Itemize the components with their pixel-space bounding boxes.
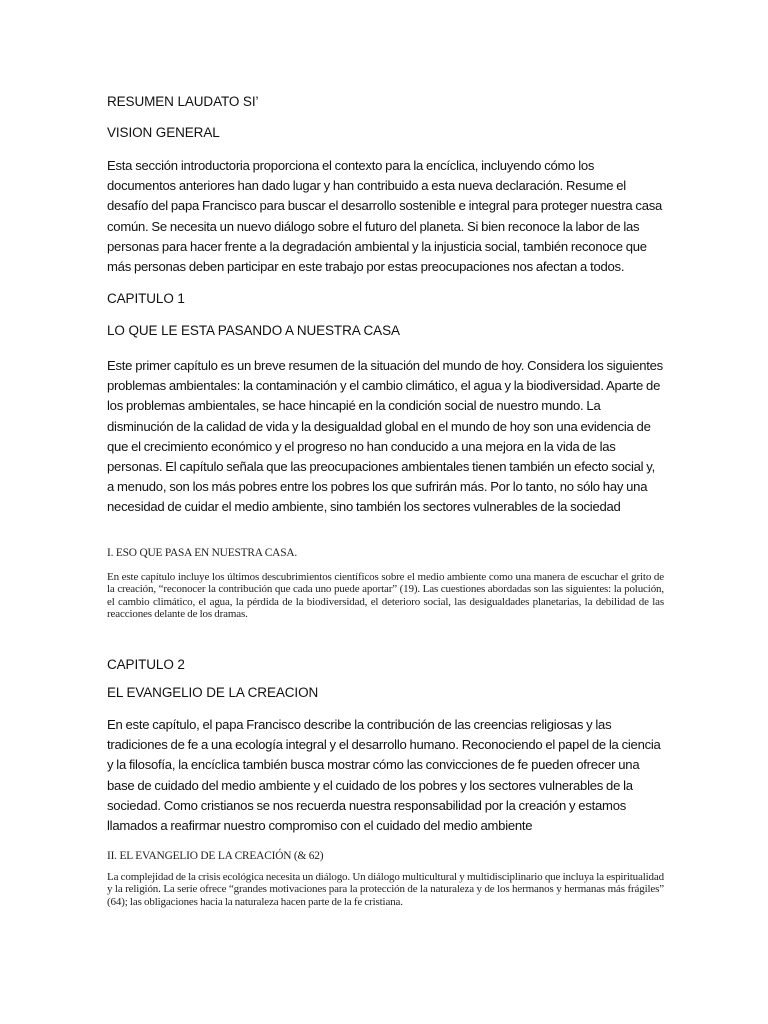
overview-heading: VISION GENERAL	[107, 125, 220, 140]
chapter2-title: EL EVANGELIO DE LA CREACION	[107, 685, 319, 700]
chapter2-paragraph: En este capítulo, el papa Francisco describe la contribución de las creencias religiosas y las tradiciones de fe a una ecología integral y el desarrollo humano. Reconociendo el papel de la ciencia y la filosofía, la encíclica también busca mostrar cómo las convicciones de fe pueden ofrecer una base de cuidado del medio ambiente y el cuidado de los pobres y los sectores vulnerables de la sociedad. Como cristianos se nos recuerda nuestra responsabilidad por la creación y estamos llamados a reafirmar nuestro compromiso con el cuidado del medio ambiente	[107, 717, 661, 834]
overview-paragraph: Esta sección introductoria proporciona el contexto para la encíclica, incluyendo cómo los documentos anteriores han dado lugar y han contribuido a esta nueva declaración. Resume el desafío del papa Francisco para buscar el desarrollo sostenible e integral para proteger nuestra casa común. Se necesita un nuevo diálogo sobre el futuro del planeta. Si bien reconoce la labor de las personas para hacer frente a la degradación ambiental y la injusticia social, también reconoce que más personas deben participar en este trabajo por estas preocupaciones nos afectan a todos.	[107, 158, 663, 275]
chapter1-title: LO QUE LE ESTA PASANDO A NUESTRA CASA	[107, 323, 400, 338]
chapter1-label: CAPITULO 1	[107, 291, 185, 306]
document-title: RESUMEN LAUDATO SI’	[107, 94, 259, 109]
chapter1-inset-paragraph: En este capítulo incluye los últimos descubrimientos científicos sobre el medio ambiente como una manera de escuchar el grito de la creación, “reconocer la contribución que cada uno puede aportar” (19). Las cuestiones abordadas son las siguientes: la polución, el cambio climático, el agua, la pérdida de la biodiversidad, el deterioro social, las desigualdades planetarias, la debilidad de las reacciones delante de los dramas.	[107, 571, 664, 621]
chapter2-inset-paragraph: La complejidad de la crisis ecológica necesita un diálogo. Un diálogo multicultural y multidisciplinario que incluya la espiritualidad y la religión. La serie ofrece “grandes motivaciones para la protección de la naturaleza y de los hermanos y hermanas más frágiles” (64); las obligaciones hacia la naturaleza hacen parte de la fe cristiana.	[107, 871, 664, 908]
chapter1-inset-heading: I. ESO QUE PASA EN NUESTRA CASA.	[107, 547, 298, 559]
chapter1-paragraph: Este primer capítulo es un breve resumen de la situación del mundo de hoy. Considera los siguientes problemas ambientales: la contaminación y el cambio climático, el agua y la biodiversidad. Aparte de los problemas ambientales, se hace hincapié en la condición social de nuestro mundo. La disminución de la calidad de vida y la desigualdad global en el mundo de hoy son una evidencia de que el crecimiento económico y el progreso no han conducido a una mejora en la vida de las personas. El capítulo señala que las preocupaciones ambientales tienen también un efecto social y, a menudo, son los más pobres entre los pobres los que sufrirán más. Por lo tanto, no sólo hay una necesidad de cuidar el medio ambiente, sino también los sectores vulnerables de la sociedad	[107, 358, 663, 515]
chapter2-inset-heading: II. EL EVANGELIO DE LA CREACIÓN (& 62)	[107, 850, 324, 862]
chapter2-label: CAPITULO 2	[107, 657, 185, 672]
